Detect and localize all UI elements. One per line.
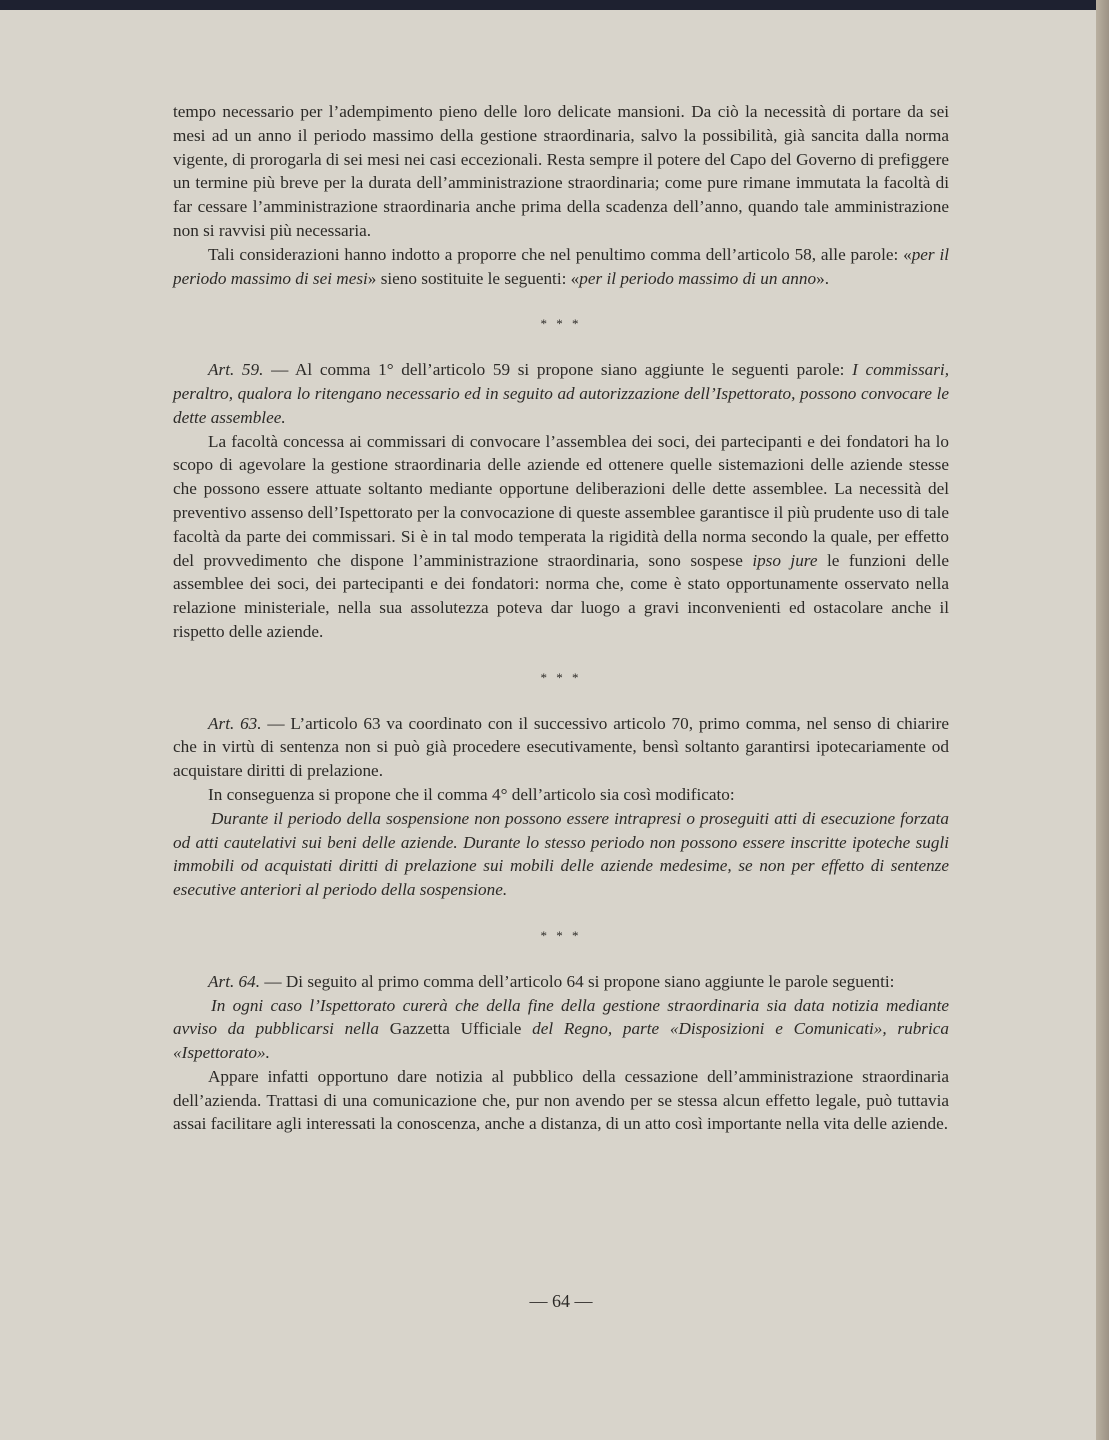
section-separator: * * * — [540, 669, 582, 685]
article-label: Art. 63. — [208, 713, 262, 733]
paragraph-article-64: Art. 64. — Di seguito al primo comma dell’articolo 64 si propone siano aggiunte le parole seguenti: — [208, 971, 895, 991]
page-body — [173, 100, 949, 1136]
paragraph-intro: tempo necessario per l’adempimento pieno delle loro delicate mansioni. Da ciò la necessità di portare da sei mesi ad un anno il periodo massimo della gestione straordinaria, salvo la possibilità, già sancita dalla norma vigente, di prorogarla di sei mesi nei casi eccezionali. Resta sempre il potere del Capo del Governo di prefiggere un termine più breve per la durata dell’amministrazione straordinaria; come pure rimane immutata la facoltà di far cessare l’amministrazione straordinaria anche prima della scadenza dell’anno, quando tale amministrazione non si ravvisi più necessaria. — [173, 102, 949, 240]
article-label: Art. 64. — [208, 971, 261, 991]
scan-top-border — [0, 0, 1109, 10]
page-number: — 64 — — [529, 1291, 593, 1311]
paragraph-article-58: Tali considerazioni hanno indotto a proporre che nel penultimo comma dell’articolo 58, alle parole: «per il periodo massimo di sei mesi» sieno sostituite le seguenti: «per il periodo massimo di un anno». — [173, 244, 950, 288]
quote-article-63: Durante il periodo della sospensione non possono essere intrapresi o proseguiti atti di esecuzione forzata od atti cautelativi sui beni delle aziende. Durante lo stesso periodo non possono essere inscritte ipoteche sugli immobili od acquistati diritti di prelazione sui mobili delle aziende medesime, se non per effetto di sentenze esecutive anteriori al periodo della sospensione. — [173, 808, 949, 900]
section-separator: * * * — [540, 316, 582, 332]
page-edge-shadow — [1096, 0, 1109, 1440]
paragraph-article-63: Art. 63. — L’articolo 63 va coordinato con il successivo articolo 70, primo comma, nel senso di chiarire che in virtù di sentenza non si può già procedere esecutivamente, bensì soltanto garantirsi ipotecariamente od acquistare diritti di prelazione. — [173, 713, 949, 781]
section-separator: * * * — [540, 927, 582, 943]
paragraph-article-64-explanation: Appare infatti opportuno dare notizia al pubblico della cessazione dell’amministrazione straordinaria dell’azienda. Trattasi di una comunicazione che, pur non avendo per se stessa alcun effetto legale, può tuttavia assai facilitare agli interessati la conoscenza, anche a distanza, di un atto così importante nella vita delle aziende. — [173, 1066, 949, 1134]
document-page — [0, 10, 1096, 1440]
paragraph-article-63-proposal: In conseguenza si propone che il comma 4° dell’articolo sia così modificato: — [208, 784, 735, 804]
article-label: Art. 59. — [208, 360, 264, 380]
paragraph-article-59-explanation: La facoltà concessa ai commissari di convocare l’assemblea dei soci, dei partecipanti e dei fondatori ha lo scopo di agevolare la gestione straordinaria delle aziende ed ottenere quelle sistemazioni delle aziende stesse che possono essere attuate soltanto mediante opportune deliberazioni delle dette assemblee. La necessità del preventivo assenso dell’Ispettorato per la convocazione di queste assemblee garantisce il più prudente uso di tale facoltà da parte dei commissari. Si è in tal modo temperata la rigidità della norma secondo la quale, per effetto del provvedimento che dispone l’amministrazione straordinaria, sono sospese ipso jure le funzioni delle assemblee dei soci, dei partecipanti e dei fondatori: norma che, come è stato opportunamente osservato nella relazione ministeriale, nella sua assolutezza poteva dar luogo a gravi inconvenienti ed ostacolare anche il rispetto delle aziende. — [173, 431, 949, 641]
quote-article-64: In ogni caso l’Ispettorato curerà che della fine della gestione straordinaria sia data notizia mediante avviso da pubblicarsi nella Gazzetta Ufficiale del Regno, parte «Disposizioni e Comunicati», rubrica «Ispettorato». — [173, 995, 949, 1063]
paragraph-article-59: Art. 59. — Al comma 1° dell’articolo 59 si propone siano aggiunte le seguenti parole: I commissari, peraltro, qualora lo ritengano necessario ed in seguito ad autorizzazione dell’Ispettorato, possono convocare le dette assemblee. — [173, 360, 950, 427]
